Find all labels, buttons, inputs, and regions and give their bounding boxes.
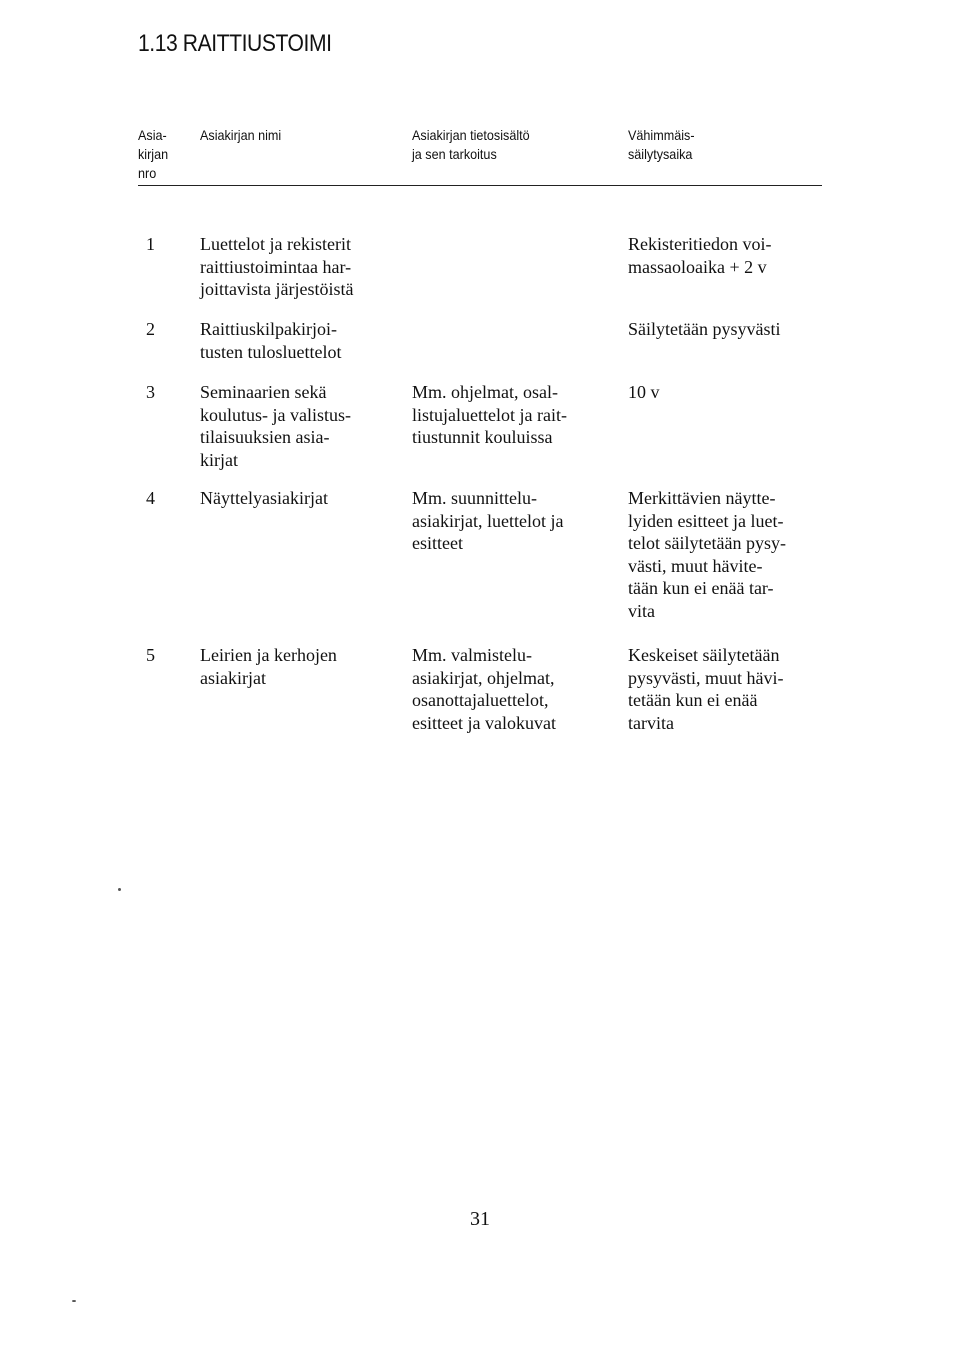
row-retention-time: [628, 381, 660, 404]
cell-line: pysyvästi, muut hävi-: [628, 667, 784, 688]
header-line: Asiakirjan nimi: [200, 127, 282, 143]
scan-speck: [118, 888, 121, 891]
header-line: säilytysaika: [628, 146, 693, 162]
cell-line: joittavista järjestöistä: [200, 279, 354, 299]
row-document-content: [412, 487, 563, 555]
row-number: 1: [146, 234, 155, 254]
cell-line: tään kun ei enää tar-: [628, 578, 774, 598]
row-document-name: [200, 318, 342, 363]
header-line: Vähimmäis-: [628, 127, 695, 143]
row-retention-time: [628, 644, 784, 734]
row-retention-time: [628, 487, 786, 622]
row-document-name: [200, 487, 328, 510]
cell-line: telot säilytetään pysy-: [628, 533, 786, 553]
cell-line: Säilytetään pysyvästi: [628, 319, 781, 339]
header-line: nro: [138, 165, 157, 181]
cell-line: tilaisuuksien asia-: [200, 427, 330, 447]
cell-line: tetään kun ei enää: [628, 690, 758, 710]
header-line: Asia-: [138, 127, 167, 143]
header-line: kirjan: [138, 146, 169, 162]
row-document-name: [200, 233, 353, 301]
cell-line: tusten tulosluettelot: [200, 341, 342, 362]
cell-line: raittiustoimintaa har-: [200, 256, 352, 277]
row-number: 5: [146, 645, 155, 665]
cell-line: Keskeiset säilytetään: [628, 645, 780, 665]
cell-line: massaoloaika + 2 v: [628, 256, 767, 277]
cell-line: Mm. ohjelmat, osal-: [412, 382, 558, 402]
cell-line: Merkittävien näytte-: [628, 488, 776, 508]
cell-line: kirjat: [200, 449, 238, 470]
cell-line: Raittiuskilpakirjoi-: [200, 319, 337, 339]
cell-line: Leirien ja kerhojen: [200, 645, 337, 665]
row-retention-time: [628, 233, 771, 278]
cell-line: asiakirjat, ohjelmat,: [412, 667, 555, 688]
row-number: 2: [146, 319, 155, 339]
cell-line: asiakirjat: [200, 667, 266, 688]
header-divider: [138, 185, 822, 186]
cell-line: Mm. suunnittelu-: [412, 488, 537, 508]
header-line: Asiakirjan tietosisältö: [412, 127, 530, 143]
cell-line: Luettelot ja rekisterit: [200, 234, 351, 254]
row-document-name: [200, 644, 337, 689]
page-title: 1.13 RAITTIUSTOIMI: [138, 30, 332, 57]
cell-line: tiustunnit kouluissa: [412, 427, 553, 447]
cell-line: lyiden esitteet ja luet-: [628, 510, 784, 531]
cell-line: Rekisteritiedon voi-: [628, 234, 772, 254]
header-retention-time: [628, 126, 695, 164]
row-document-content: [412, 644, 556, 734]
row-retention-time: [628, 318, 780, 341]
header-document-content: [412, 126, 530, 164]
scan-speck: [72, 1300, 76, 1302]
cell-line: Mm. valmistelu-: [412, 645, 532, 665]
cell-line: vita: [628, 600, 655, 621]
row-number: 4: [146, 488, 155, 508]
cell-line: Näyttelyasiakirjat: [200, 488, 328, 508]
cell-line: esitteet ja valokuvat: [412, 712, 556, 733]
header-document-name: [200, 126, 281, 145]
row-document-name: [200, 381, 351, 471]
cell-line: tarvita: [628, 712, 674, 733]
row-document-content: [412, 381, 567, 449]
cell-line: listujaluettelot ja rait-: [412, 404, 567, 425]
cell-line: 10 v: [628, 382, 660, 402]
page-number: 31: [470, 1208, 490, 1230]
cell-line: västi, muut hävite-: [628, 555, 763, 576]
header-document-number: [138, 126, 168, 183]
header-line: ja sen tarkoitus: [412, 146, 497, 162]
row-number: 3: [146, 382, 155, 402]
cell-line: Seminaarien sekä: [200, 382, 327, 402]
cell-line: koulutus- ja valistus-: [200, 404, 351, 425]
cell-line: asiakirjat, luettelot ja: [412, 510, 564, 531]
cell-line: osanottajaluettelot,: [412, 690, 549, 710]
cell-line: esitteet: [412, 533, 463, 553]
